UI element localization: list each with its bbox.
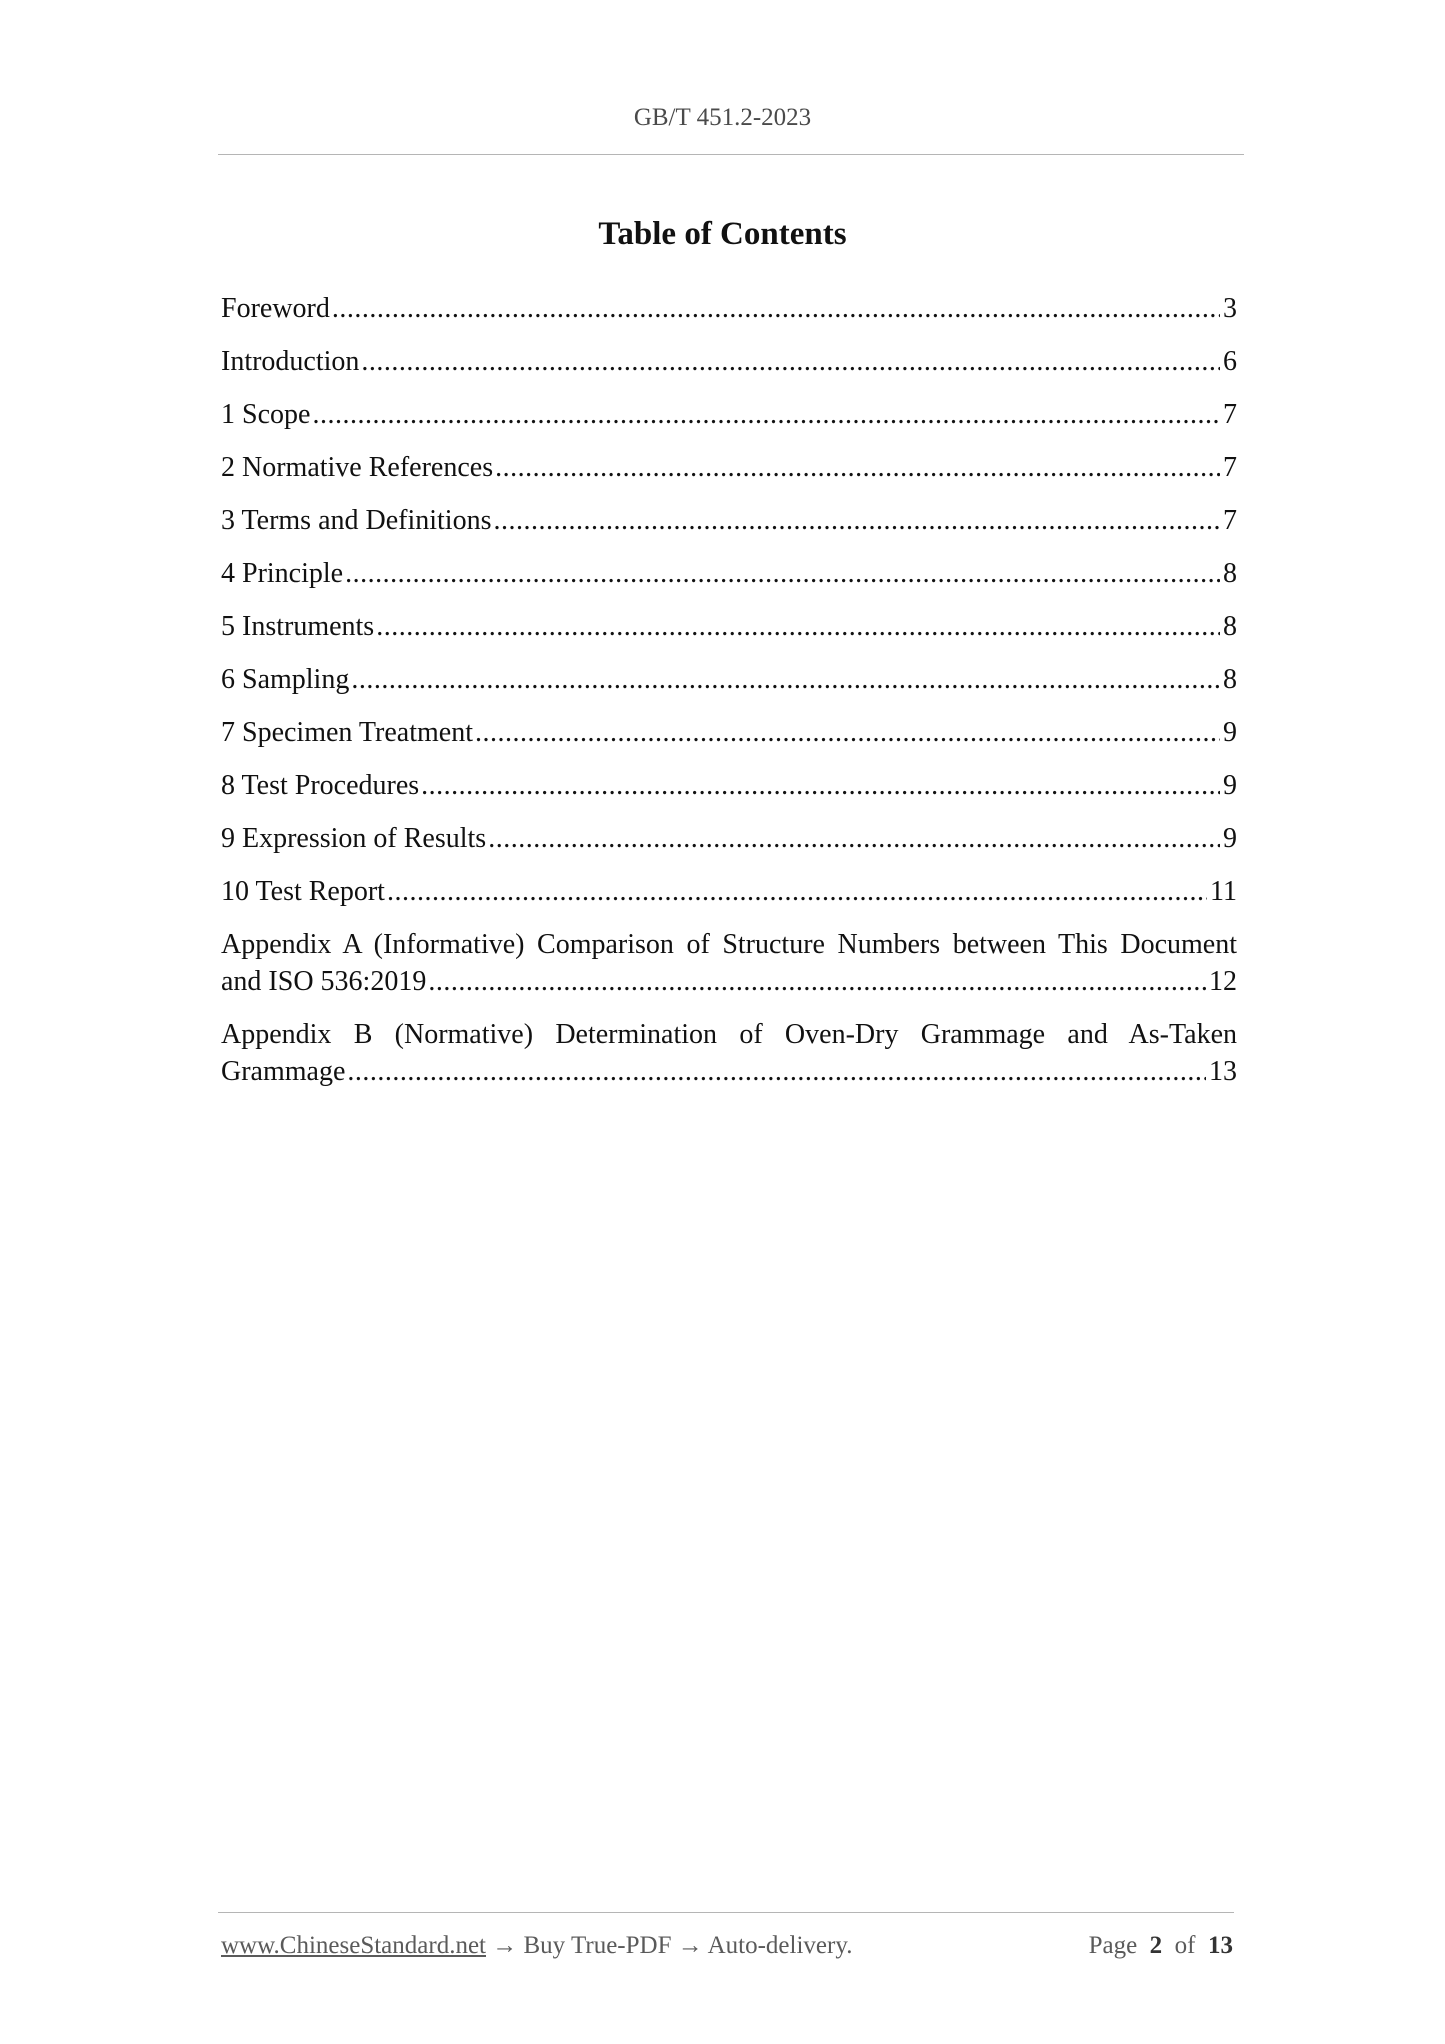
toc-entry-appendix-a[interactable] (221, 926, 1237, 1000)
toc-entry-label: 4 Principle (221, 558, 344, 589)
dot-leader (428, 963, 1206, 1000)
toc-entry-page: 8 (1223, 558, 1237, 589)
toc-entry-label: Foreword (221, 293, 330, 324)
footer-divider (218, 1912, 1234, 1913)
dot-leader (345, 555, 1220, 592)
toc-entry-label: 9 Expression of Results (221, 823, 487, 854)
toc-entry-introduction[interactable] (221, 343, 1237, 380)
document-id-header: GB/T 451.2-2023 (633, 104, 812, 131)
dot-leader (312, 396, 1220, 433)
toc-entry-label: 1 Scope (221, 399, 311, 430)
of-word: of (1174, 1932, 1196, 1959)
dot-leader (351, 661, 1220, 698)
toc-entry-label: 7 Specimen Treatment (221, 717, 473, 748)
arrow-right-icon: → (492, 1932, 518, 1959)
toc-entry-label: 5 Instruments (221, 611, 375, 642)
toc-entry-page: 11 (1210, 876, 1237, 907)
toc-entry-page: 13 (1209, 1056, 1237, 1087)
toc-entry-scope[interactable] (221, 396, 1237, 433)
dot-leader (376, 608, 1220, 645)
toc-entry-page: 7 (1223, 399, 1237, 430)
toc-entry-page: 3 (1223, 293, 1237, 324)
toc-entry-page: 9 (1223, 823, 1237, 854)
dot-leader (387, 873, 1207, 910)
toc-entry-label: Introduction (221, 346, 360, 377)
table-of-contents (221, 290, 1237, 1106)
dot-leader (495, 449, 1220, 486)
toc-entry-principle[interactable] (221, 555, 1237, 592)
toc-entry-page: 9 (1223, 717, 1237, 748)
website-link[interactable]: www.ChineseStandard.net (221, 1932, 486, 1959)
toc-entry-label: 2 Normative References (221, 452, 494, 483)
dot-leader (488, 820, 1220, 857)
toc-entry-test-procedures[interactable] (221, 767, 1237, 804)
toc-entry-label: 6 Sampling (221, 664, 350, 695)
toc-entry-page: 12 (1209, 966, 1237, 997)
toc-entry-foreword[interactable] (221, 290, 1237, 327)
toc-entry-page: 8 (1223, 611, 1237, 642)
buy-true-pdf-text: Buy True-PDF (523, 1932, 672, 1959)
toc-entry-sampling[interactable] (221, 661, 1237, 698)
toc-entry-specimen-treatment[interactable] (221, 714, 1237, 751)
footer-promo (221, 1932, 852, 1960)
toc-entry-appendix-b[interactable] (221, 1016, 1237, 1090)
toc-entry-page: 7 (1223, 505, 1237, 536)
dot-leader (421, 767, 1220, 804)
toc-entry-label-line1: Appendix B (Normative) Determination of Oven-Dry Grammage and As-Taken (221, 1019, 1237, 1050)
toc-entry-label-line1: Appendix A (Informative) Comparison of Structure Numbers between This Document (221, 929, 1237, 960)
dot-leader (332, 290, 1220, 327)
arrow-right-icon: → (677, 1932, 703, 1959)
auto-delivery-text: Auto-delivery. (707, 1932, 853, 1959)
toc-entry-label: 10 Test Report (221, 876, 385, 907)
dot-leader (347, 1053, 1206, 1090)
page-word: Page (1088, 1932, 1138, 1959)
dot-leader (475, 714, 1220, 751)
toc-entry-page: 7 (1223, 452, 1237, 483)
total-page-count: 13 (1208, 1932, 1233, 1959)
toc-entry-page: 6 (1223, 346, 1237, 377)
toc-entry-label: 8 Test Procedures (221, 770, 420, 801)
toc-entry-label: and ISO 536:2019 (221, 966, 427, 997)
toc-entry-normative-references[interactable] (221, 449, 1237, 486)
dot-leader (493, 502, 1220, 539)
toc-entry-label: 3 Terms and Definitions (221, 505, 492, 536)
toc-entry-expression-of-results[interactable] (221, 820, 1237, 857)
toc-entry-label: Grammage (221, 1056, 346, 1087)
toc-entry-test-report[interactable] (221, 873, 1237, 910)
page-number (1089, 1932, 1233, 1960)
toc-title: Table of Contents (598, 216, 847, 252)
header-divider (218, 154, 1244, 155)
current-page-number: 2 (1149, 1932, 1163, 1959)
toc-entry-page: 9 (1223, 770, 1237, 801)
toc-entry-instruments[interactable] (221, 608, 1237, 645)
toc-entry-terms-and-definitions[interactable] (221, 502, 1237, 539)
toc-entry-page: 8 (1223, 664, 1237, 695)
dot-leader (361, 343, 1220, 380)
